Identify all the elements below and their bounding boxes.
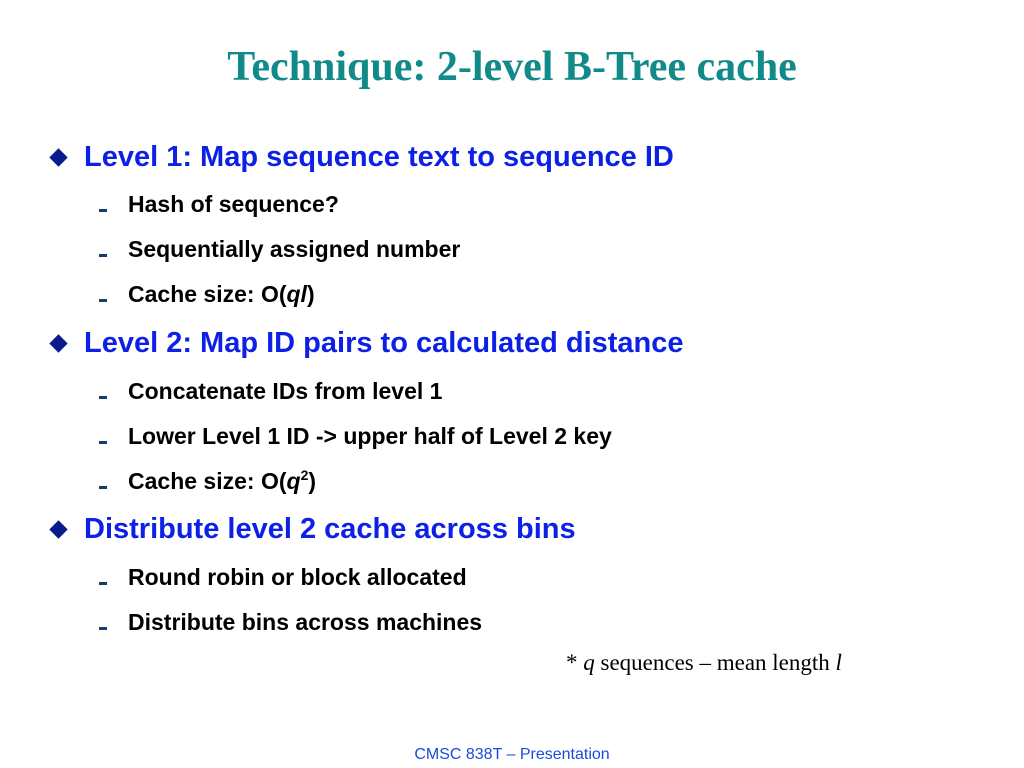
- slide-title: Technique: 2-level B-Tree cache: [227, 44, 797, 90]
- sub-bullet-cache-size-2: [128, 466, 316, 496]
- dash-bullet-icon: [99, 486, 107, 489]
- cache-size-variable: ql: [286, 281, 307, 307]
- cache-size-variable: q: [286, 468, 301, 494]
- cache-size-suffix: ): [308, 468, 317, 494]
- cache-size-prefix: Cache size: O(: [128, 468, 287, 494]
- sub-bullet-lower-id: Lower Level 1 ID -> upper half of Level 2 key: [128, 423, 612, 449]
- dash-bullet-icon: [99, 209, 107, 212]
- dash-bullet-icon: [99, 254, 107, 257]
- footnote-star: *: [566, 650, 584, 675]
- bullet-level-1: Level 1: Map sequence text to sequence ID: [84, 141, 674, 173]
- sub-bullet-hash: Hash of sequence?: [128, 191, 339, 217]
- sub-bullet-distribute-bins: Distribute bins across machines: [128, 609, 483, 635]
- footnote-l: l: [835, 650, 842, 675]
- sub-bullet-round-robin: Round robin or block allocated: [128, 564, 467, 590]
- bullet-level-2: Level 2: Map ID pairs to calculated distance: [84, 327, 684, 359]
- dash-bullet-icon: [99, 299, 107, 302]
- bullet-distribute: Distribute level 2 cache across bins: [84, 513, 576, 545]
- diamond-bullet-icon: [49, 148, 67, 166]
- sub-bullet-sequential: Sequentially assigned number: [128, 236, 461, 262]
- dash-bullet-icon: [99, 396, 107, 399]
- cache-size-prefix: Cache size: O(: [128, 281, 287, 307]
- cache-size-suffix: ): [306, 281, 315, 307]
- dash-bullet-icon: [99, 582, 107, 585]
- sub-bullet-concatenate: Concatenate IDs from level 1: [128, 378, 443, 404]
- diamond-bullet-icon: [49, 334, 67, 352]
- footnote-q: q: [583, 650, 595, 675]
- footnote-middle: sequences – mean length: [594, 650, 836, 675]
- dash-bullet-icon: [99, 627, 107, 630]
- footnote: [566, 648, 842, 678]
- sub-bullet-cache-size-1: [128, 279, 315, 309]
- diamond-bullet-icon: [49, 520, 67, 538]
- dash-bullet-icon: [99, 441, 107, 444]
- slide-footer: CMSC 838T – Presentation: [414, 746, 610, 763]
- cache-size-exponent: 2: [300, 467, 309, 483]
